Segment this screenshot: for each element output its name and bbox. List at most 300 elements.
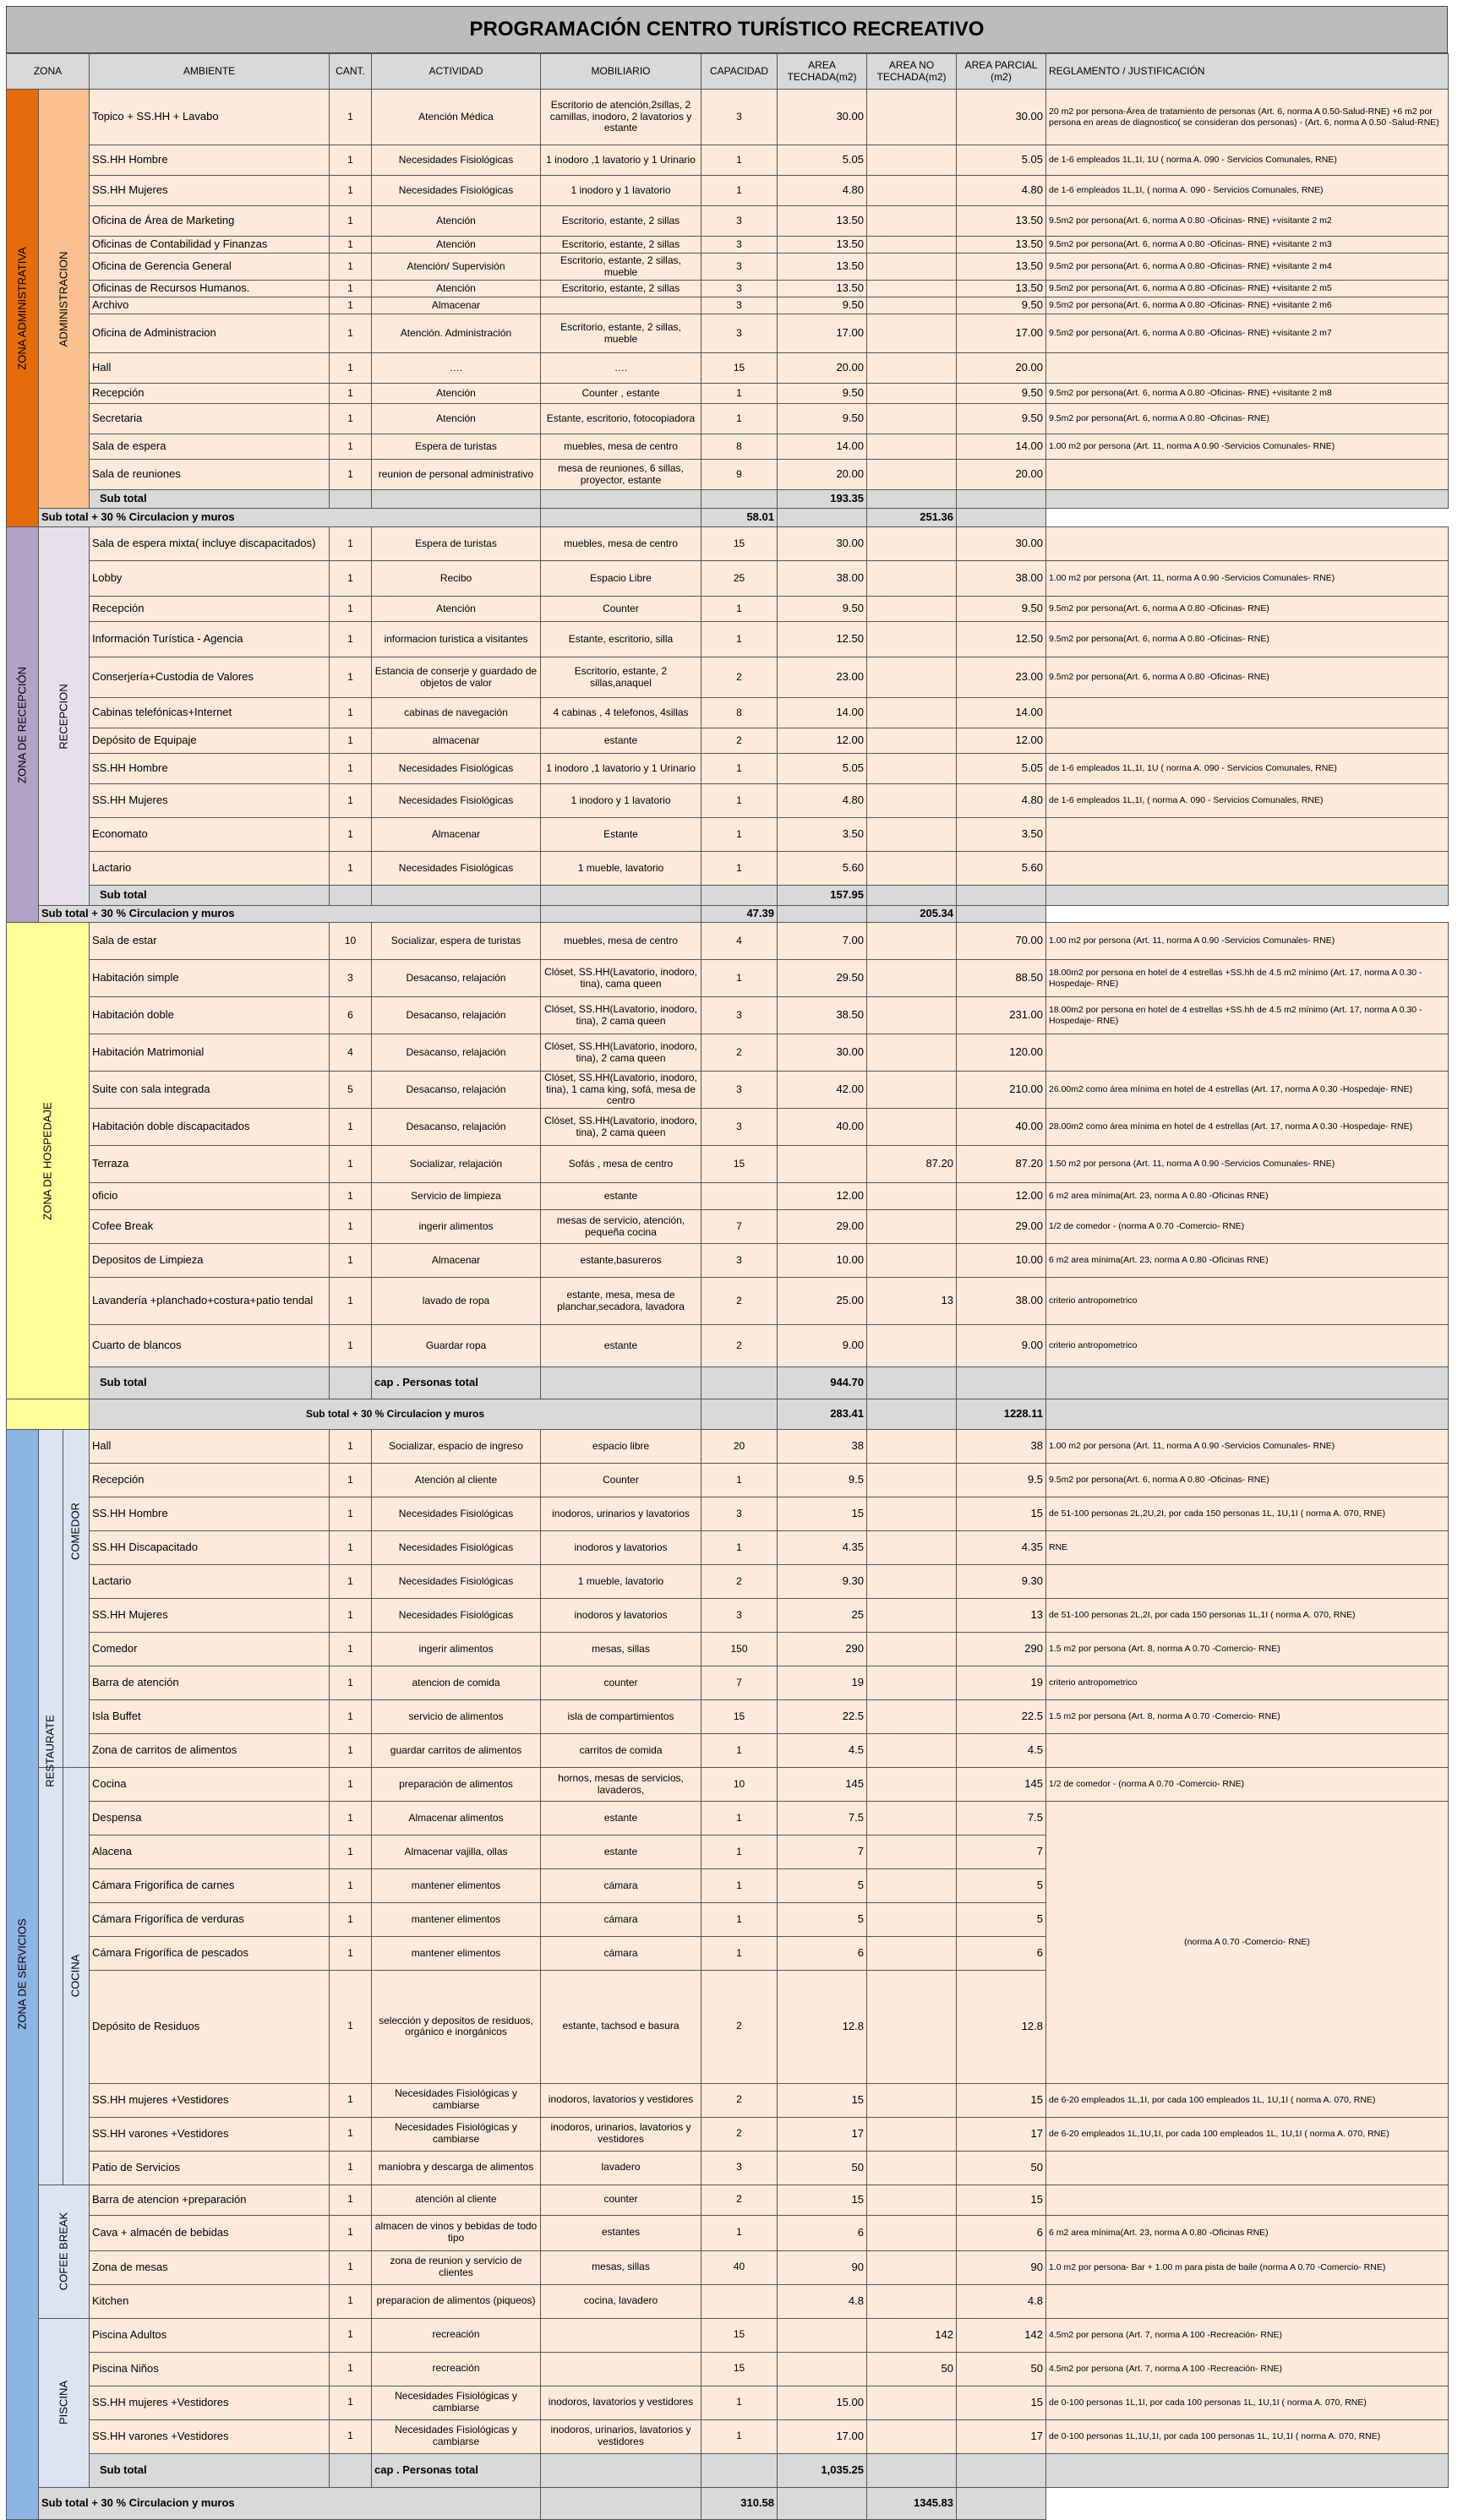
- cant-cell: 1: [330, 2117, 372, 2151]
- area-techada-cell: 4.80: [778, 784, 867, 818]
- cant-cell: 1: [330, 1325, 372, 1367]
- area-parcial-cell: 17: [957, 2419, 1046, 2453]
- area-no-techada-cell: [867, 1210, 957, 1244]
- actividad-cell: mantener elimentos: [372, 1937, 541, 1971]
- capacidad-cell: 1: [701, 1802, 778, 1835]
- actividad-cell: Desacanso, relajación: [372, 1034, 541, 1072]
- actividad-cell: Atención: [372, 384, 541, 404]
- subtotal-label: Sub total: [90, 2453, 330, 2487]
- ambiente-cell: oficio: [90, 1183, 330, 1210]
- area-no-techada-cell: [867, 254, 957, 281]
- cant-cell: 1: [330, 145, 372, 176]
- table-row: [7, 1430, 1449, 1464]
- ambiente-cell: Sala de espera: [90, 434, 330, 460]
- mobiliario-cell: estante: [541, 1183, 701, 1210]
- area-no-techada-cell: [867, 997, 957, 1034]
- mobiliario-cell: estante: [541, 1802, 701, 1835]
- area-techada-cell: 30.00: [778, 90, 867, 145]
- reglamento-cell: 9.5m2 por persona(Art. 6, norma A 0.80 -Oficinas- RNE): [1046, 657, 1449, 698]
- table-row: [7, 353, 1449, 384]
- area-techada-cell: 7.00: [778, 923, 867, 960]
- area-parcial-cell: 4.8: [957, 2284, 1046, 2318]
- area-no-techada-cell: [867, 1109, 957, 1146]
- area-no-techada-cell: 142: [867, 2318, 957, 2352]
- capacidad-cell: 3: [701, 254, 778, 281]
- actividad-cell: Necesidades Fisiológicas y cambiarse: [372, 2117, 541, 2151]
- ambiente-cell: Patio de Servicios: [90, 2151, 330, 2185]
- reglamento-cell: [1046, 818, 1449, 852]
- ambiente-cell: Cámara Frigorífica de pescados: [90, 1937, 330, 1971]
- outer-group-label: RESTAURATE: [43, 1715, 57, 1787]
- actividad-cell: Necesidades Fisiológicas: [372, 1565, 541, 1599]
- area-parcial-cell: 5.05: [957, 754, 1046, 784]
- mobiliario-cell: 1 mueble, lavatorio: [541, 852, 701, 886]
- actividad-cell: lavado de ropa: [372, 1278, 541, 1325]
- mobiliario-cell: [541, 2318, 701, 2352]
- table-cell: [1046, 1399, 1449, 1430]
- reglamento-cell: 9.5m2 por persona(Art. 6, norma A 0.80 -Oficinas- RNE) +visitante 2 m7: [1046, 314, 1449, 353]
- area-no-techada-cell: [867, 818, 957, 852]
- table-row: [7, 1034, 1449, 1072]
- circulation-techada: 310.58: [701, 2487, 778, 2519]
- table-row: [7, 1210, 1449, 1244]
- area-techada-cell: [778, 2352, 867, 2386]
- table-cell: [330, 1367, 372, 1399]
- table-cell: [957, 2487, 1046, 2519]
- actividad-cell: Almacenar: [372, 1244, 541, 1278]
- mobiliario-cell: inodoros, urinarios, lavatorios y vestidores: [541, 2117, 701, 2151]
- table-cell: [330, 2453, 372, 2487]
- actividad-cell: ingerir alimentos: [372, 1633, 541, 1666]
- circulation-subtotal-row: [7, 906, 1449, 923]
- area-techada-cell: 15: [778, 2083, 867, 2117]
- cant-cell: 1: [330, 622, 372, 657]
- actividad-cell: Desacanso, relajación: [372, 960, 541, 997]
- table-row: [7, 297, 1449, 314]
- circulation-parcial: 251.36: [867, 509, 957, 527]
- ambiente-cell: SS.HH Hombre: [90, 754, 330, 784]
- reglamento-cell: 9.5m2 por persona(Art. 6, norma A 0.80 -Oficinas- RNE): [1046, 622, 1449, 657]
- reglamento-cell: 4.5m2 por persona (Art. 7, norma A 100 -Recreación- RNE): [1046, 2352, 1449, 2386]
- table-row: [7, 2117, 1449, 2151]
- ambiente-cell: Recepción: [90, 597, 330, 622]
- actividad-cell: Atención: [372, 237, 541, 254]
- table-row: [7, 2215, 1449, 2250]
- area-techada-cell: 40.00: [778, 1109, 867, 1146]
- mobiliario-cell: estantes: [541, 2215, 701, 2250]
- table-row: [7, 597, 1449, 622]
- actividad-cell: almacenar: [372, 728, 541, 754]
- reglamento-cell: de 6-20 empleados 1L,1U,1I, por cada 100 empleados 1L, 1U,1I ( norma A. 070, RNE): [1046, 2117, 1449, 2151]
- area-techada-cell: 9.30: [778, 1565, 867, 1599]
- capacidad-cell: 1: [701, 597, 778, 622]
- actividad-cell: Necesidades Fisiológicas: [372, 176, 541, 206]
- actividad-cell: Atención: [372, 281, 541, 297]
- cant-cell: 1: [330, 90, 372, 145]
- actividad-cell: Guardar ropa: [372, 1325, 541, 1367]
- capacidad-cell: [701, 2284, 778, 2318]
- area-techada-cell: 17: [778, 2117, 867, 2151]
- area-techada-cell: 9.00: [778, 1325, 867, 1367]
- header-zona: ZONA: [7, 54, 90, 90]
- subtotal-label2: [372, 886, 541, 906]
- area-parcial-cell: 12.8: [957, 1971, 1046, 2084]
- cant-cell: 3: [330, 960, 372, 997]
- area-techada-cell: 4.5: [778, 1734, 867, 1768]
- area-parcial-cell: 142: [957, 2318, 1046, 2352]
- capacidad-cell: 10: [701, 1768, 778, 1802]
- ambiente-cell: Habitación Matrimonial: [90, 1034, 330, 1072]
- reglamento-cell: [1046, 353, 1449, 384]
- ambiente-cell: Sala de espera mixta( incluye discapacitados): [90, 527, 330, 561]
- area-no-techada-cell: [867, 561, 957, 597]
- area-parcial-cell: 6: [957, 1937, 1046, 1971]
- area-parcial-cell: 14.00: [957, 698, 1046, 728]
- reglamento-cell: criterio antropometrico: [1046, 1278, 1449, 1325]
- mobiliario-cell: hornos, mesas de servicios, lavaderos,: [541, 1768, 701, 1802]
- area-parcial-cell: 50: [957, 2352, 1046, 2386]
- cant-cell: 1: [330, 1146, 372, 1183]
- actividad-cell: Necesidades Fisiológicas: [372, 1599, 541, 1633]
- area-techada-cell: 5.05: [778, 754, 867, 784]
- capacidad-cell: 3: [701, 1497, 778, 1531]
- group-label: COCINA: [68, 1955, 82, 1998]
- zone-cell: [7, 923, 90, 1399]
- reglamento-cell: 1/2 de comedor - (norma A 0.70 -Comercio- RNE): [1046, 1210, 1449, 1244]
- reglamento-cell: de 51-100 personas 2L,2I, por cada 150 personas 1L,1I ( norma A. 070, RNE): [1046, 1599, 1449, 1633]
- area-parcial-cell: 9.5: [957, 1464, 1046, 1497]
- area-techada-cell: 5: [778, 1869, 867, 1903]
- ambiente-cell: Topico + SS.HH + Lavabo: [90, 90, 330, 145]
- capacidad-cell: 1: [701, 622, 778, 657]
- area-techada-cell: 4.35: [778, 1531, 867, 1565]
- ambiente-cell: Barra de atención: [90, 1666, 330, 1700]
- area-no-techada-cell: [867, 622, 957, 657]
- table-row: [7, 818, 1449, 852]
- ambiente-cell: Alacena: [90, 1835, 330, 1869]
- area-techada-cell: 42.00: [778, 1072, 867, 1109]
- mobiliario-cell: 4 cabinas , 4 telefonos, 4sillas: [541, 698, 701, 728]
- circulation-subtotal-row: [7, 2487, 1449, 2519]
- table-row: [7, 2318, 1449, 2352]
- mobiliario-cell: mesas, sillas: [541, 2250, 701, 2284]
- capacidad-cell: 1: [701, 1464, 778, 1497]
- capacidad-cell: 1: [701, 384, 778, 404]
- area-no-techada-cell: [867, 754, 957, 784]
- table-cell: [541, 490, 701, 509]
- area-no-techada-cell: [867, 1700, 957, 1734]
- table-cell: [541, 2487, 701, 2519]
- area-parcial-cell: 145: [957, 1768, 1046, 1802]
- area-techada-cell: 9.50: [778, 404, 867, 434]
- subtotal-techada: 1,035.25: [778, 2453, 867, 2487]
- cant-cell: 1: [330, 1937, 372, 1971]
- cant-cell: 1: [330, 1464, 372, 1497]
- mobiliario-cell: Counter , estante: [541, 384, 701, 404]
- circulation-label: Sub total + 30 % Circulacion y muros: [39, 2487, 541, 2519]
- reglamento-cell: 18.00m2 por persona en hotel de 4 estrellas +SS.hh de 4.5 m2 mínimo (Art. 17, norma A 0.30 -Hospedaje- RNE): [1046, 960, 1449, 997]
- area-no-techada-cell: [867, 2250, 957, 2284]
- capacidad-cell: 15: [701, 1700, 778, 1734]
- zone-cell-label: ZONA DE RECEPCIÓN: [15, 666, 29, 783]
- ambiente-cell: SS.HH Mujeres: [90, 1599, 330, 1633]
- capacidad-cell: 3: [701, 314, 778, 353]
- area-techada-cell: 38: [778, 1430, 867, 1464]
- area-techada-cell: 6: [778, 2215, 867, 2250]
- subtotal-label2: [372, 490, 541, 509]
- area-no-techada-cell: [867, 2117, 957, 2151]
- area-no-techada-cell: [867, 1734, 957, 1768]
- cant-cell: 1: [330, 1244, 372, 1278]
- area-parcial-cell: 210.00: [957, 1072, 1046, 1109]
- group-cell-label: PISCINA: [57, 2381, 70, 2425]
- cant-cell: 1: [330, 2151, 372, 2185]
- mobiliario-cell: muebles, mesa de centro: [541, 923, 701, 960]
- cant-cell: 1: [330, 1768, 372, 1802]
- mobiliario-cell: Clóset, SS.HH(Lavatorio, inodoro, tina), 2 cama queen: [541, 1034, 701, 1072]
- cant-cell: 1: [330, 657, 372, 698]
- ambiente-cell: SS.HH Hombre: [90, 145, 330, 176]
- table-row: [7, 754, 1449, 784]
- table-row: [7, 1183, 1449, 1210]
- reglamento-cell: de 51-100 personas 2L,2U,2I, por cada 150 personas 1L, 1U,1I ( norma A. 070, RNE): [1046, 1497, 1449, 1531]
- cant-cell: 1: [330, 1734, 372, 1768]
- cant-cell: 1: [330, 1971, 372, 2084]
- table-row: [7, 1633, 1449, 1666]
- cant-cell: 1: [330, 384, 372, 404]
- capacidad-cell: 1: [701, 2215, 778, 2250]
- area-techada-cell: 5.60: [778, 852, 867, 886]
- group-cell-label: COFEE BREAK: [57, 2212, 70, 2291]
- area-techada-cell: 9.5: [778, 1464, 867, 1497]
- capacidad-cell: 1: [701, 960, 778, 997]
- area-no-techada-cell: [867, 297, 957, 314]
- table-cell: [541, 2453, 701, 2487]
- reglamento-cell: 9.5m2 por persona(Art. 6, norma A 0.80 -Oficinas- RNE): [1046, 404, 1449, 434]
- capacidad-cell: 1: [701, 2386, 778, 2419]
- table-cell: [541, 509, 701, 527]
- table-row: [7, 1278, 1449, 1325]
- circulation-parcial: 1345.83: [867, 2487, 957, 2519]
- capacidad-cell: 8: [701, 698, 778, 728]
- area-parcial-cell: 9.50: [957, 404, 1046, 434]
- mobiliario-cell: Clóset, SS.HH(Lavatorio, inodoro, tina), 1 cama king, sofá, mesa de centro: [541, 1072, 701, 1109]
- actividad-cell: mantener elimentos: [372, 1869, 541, 1903]
- area-parcial-cell: 4.80: [957, 784, 1046, 818]
- mobiliario-cell: 1 inodoro ,1 lavatorio y 1 Urinario: [541, 145, 701, 176]
- ambiente-cell: Oficinas de Contabilidad y Finanzas: [90, 237, 330, 254]
- actividad-cell: Servicio de limpieza: [372, 1183, 541, 1210]
- group-cell: [39, 2318, 90, 2487]
- capacidad-cell: 2: [701, 2185, 778, 2215]
- cant-cell: 1: [330, 254, 372, 281]
- area-no-techada-cell: [867, 1531, 957, 1565]
- area-parcial-cell: 13: [957, 1599, 1046, 1633]
- group-cell-label: RECEPCION: [57, 683, 70, 750]
- area-no-techada-cell: [867, 1034, 957, 1072]
- reglamento-cell: [1046, 1034, 1449, 1072]
- capacidad-cell: 1: [701, 818, 778, 852]
- subtotal-label: Sub total: [90, 490, 330, 509]
- area-techada-cell: 17.00: [778, 314, 867, 353]
- actividad-cell: Socializar, espacio de ingreso: [372, 1430, 541, 1464]
- subtotal-techada: 157.95: [778, 886, 867, 906]
- area-parcial-cell: 5: [957, 1869, 1046, 1903]
- ambiente-cell: SS.HH Mujeres: [90, 784, 330, 818]
- table-row: [7, 728, 1449, 754]
- capacidad-cell: 2: [701, 1325, 778, 1367]
- actividad-cell: Necesidades Fisiológicas: [372, 784, 541, 818]
- table-row: [7, 384, 1449, 404]
- area-no-techada-cell: [867, 784, 957, 818]
- area-techada-cell: 9.50: [778, 597, 867, 622]
- zone-cell: [7, 90, 39, 527]
- mobiliario-cell: Counter: [541, 597, 701, 622]
- area-parcial-cell: 4.5: [957, 1734, 1046, 1768]
- area-parcial-cell: 15: [957, 2083, 1046, 2117]
- subtotal-row: [7, 886, 1449, 906]
- table-row: [7, 281, 1449, 297]
- area-no-techada-cell: [867, 1835, 957, 1869]
- area-no-techada-cell: [867, 1464, 957, 1497]
- table-row: [7, 698, 1449, 728]
- cant-cell: 1: [330, 698, 372, 728]
- ambiente-cell: Kitchen: [90, 2284, 330, 2318]
- table-cell: [1046, 490, 1449, 509]
- area-no-techada-cell: [867, 1666, 957, 1700]
- table-row: [7, 852, 1449, 886]
- actividad-cell: guardar carritos de alimentos: [372, 1734, 541, 1768]
- cant-cell: 1: [330, 1802, 372, 1835]
- mobiliario-cell: cámara: [541, 1869, 701, 1903]
- cant-cell: 1: [330, 353, 372, 384]
- area-parcial-cell: 5.60: [957, 852, 1046, 886]
- area-parcial-cell: 9.00: [957, 1325, 1046, 1367]
- area-no-techada-cell: [867, 206, 957, 237]
- reglamento-cell: 1.50 m2 por persona (Art. 11, norma A 0.90 -Servicios Comunales- RNE): [1046, 1146, 1449, 1183]
- cant-cell: 1: [330, 2318, 372, 2352]
- mobiliario-cell: Escritorio, estante, 2 sillas, mueble: [541, 254, 701, 281]
- mobiliario-cell: Estante, escritorio, fotocopiadora: [541, 404, 701, 434]
- table-row: [7, 561, 1449, 597]
- mobiliario-cell: estante: [541, 1835, 701, 1869]
- table-row: [7, 1802, 1449, 1835]
- area-parcial-cell: 5: [957, 1903, 1046, 1937]
- area-no-techada-cell: [867, 460, 957, 490]
- area-no-techada-cell: [867, 1244, 957, 1278]
- circulation-techada: 47.39: [701, 906, 778, 923]
- mobiliario-cell: espacio libre: [541, 1430, 701, 1464]
- reglamento-cell: 1.5 m2 por persona (Art. 8, norma A 0.70 -Comercio- RNE): [1046, 1700, 1449, 1734]
- area-parcial-cell: 87.20: [957, 1146, 1046, 1183]
- actividad-cell: Desacanso, relajación: [372, 1072, 541, 1109]
- reglamento-cell: de 1-6 empleados 1L,1I, ( norma A. 090 - Servicios Comunales, RNE): [1046, 176, 1449, 206]
- reglamento-cell: 9.5m2 por persona(Art. 6, norma A 0.80 -Oficinas- RNE): [1046, 1464, 1449, 1497]
- capacidad-cell: 25: [701, 561, 778, 597]
- table-row: [7, 657, 1449, 698]
- reglamento-cell: 1.00 m2 por persona (Art. 11, norma A 0.90 -Servicios Comunales- RNE): [1046, 434, 1449, 460]
- area-parcial-cell: 12.00: [957, 1183, 1046, 1210]
- area-techada-cell: 7.5: [778, 1802, 867, 1835]
- table-row: [7, 784, 1449, 818]
- subtotal-parcial: [957, 2453, 1046, 2487]
- actividad-cell: Espera de turistas: [372, 434, 541, 460]
- actividad-cell: reunion de personal administrativo: [372, 460, 541, 490]
- cant-cell: 1: [330, 1903, 372, 1937]
- table-cell: [778, 906, 867, 923]
- table-row: [7, 1325, 1449, 1367]
- area-parcial-cell: 38.00: [957, 561, 1046, 597]
- area-no-techada-cell: [867, 657, 957, 698]
- cant-cell: 1: [330, 1210, 372, 1244]
- mobiliario-cell: inodoros y lavatorios: [541, 1531, 701, 1565]
- cant-cell: 1: [330, 1869, 372, 1903]
- ambiente-cell: Hall: [90, 353, 330, 384]
- actividad-cell: Atención: [372, 404, 541, 434]
- area-techada-cell: 6: [778, 1937, 867, 1971]
- mobiliario-cell: Escritorio, estante, 2 sillas, mueble: [541, 314, 701, 353]
- ambiente-cell: Oficina de Área de Marketing: [90, 206, 330, 237]
- table-row: [7, 237, 1449, 254]
- ambiente-cell: Sala de reuniones: [90, 460, 330, 490]
- cant-cell: 1: [330, 206, 372, 237]
- table-row: [7, 176, 1449, 206]
- ambiente-cell: Terraza: [90, 1146, 330, 1183]
- ambiente-cell: Conserjería+Custodia de Valores: [90, 657, 330, 698]
- ambiente-cell: Secretaria: [90, 404, 330, 434]
- table-cell: [1046, 1367, 1449, 1399]
- zone-cell-label: ZONA DE SERVICIOS: [15, 1918, 29, 2030]
- area-no-techada-cell: [867, 1971, 957, 2084]
- ambiente-cell: Cabinas telefónicas+Internet: [90, 698, 330, 728]
- actividad-cell: Necesidades Fisiológicas: [372, 1497, 541, 1531]
- area-techada-cell: 30.00: [778, 1034, 867, 1072]
- area-parcial-cell: 22.5: [957, 1700, 1046, 1734]
- mobiliario-cell: inodoros, lavatorios y vestidores: [541, 2386, 701, 2419]
- cant-cell: 1: [330, 297, 372, 314]
- area-no-techada-cell: [867, 404, 957, 434]
- mobiliario-cell: counter: [541, 1666, 701, 1700]
- mobiliario-cell: Estante, escritorio, silla: [541, 622, 701, 657]
- mobiliario-cell: carritos de comida: [541, 1734, 701, 1768]
- zone-cell: [7, 527, 39, 923]
- ambiente-cell: Isla Buffet: [90, 1700, 330, 1734]
- area-techada-cell: 145: [778, 1768, 867, 1802]
- area-no-techada-cell: [867, 2386, 957, 2419]
- table-row: [7, 1109, 1449, 1146]
- ambiente-cell: Habitación doble discapacitados: [90, 1109, 330, 1146]
- actividad-cell: selección y depositos de residuos, orgánico e inorgánicos: [372, 1971, 541, 2084]
- reglamento-cell: [1046, 728, 1449, 754]
- area-parcial-cell: 40.00: [957, 1109, 1046, 1146]
- area-techada-cell: 23.00: [778, 657, 867, 698]
- capacidad-cell: 2: [701, 1034, 778, 1072]
- table-cell: [330, 886, 372, 906]
- area-no-techada-cell: [867, 2215, 957, 2250]
- capacidad-cell: 15: [701, 527, 778, 561]
- ambiente-cell: SS.HH Mujeres: [90, 176, 330, 206]
- subtotal-parcial: [957, 886, 1046, 906]
- ambiente-cell: Hall: [90, 1430, 330, 1464]
- cant-cell: 1: [330, 2250, 372, 2284]
- header-1: AMBIENTE: [90, 54, 330, 90]
- reglamento-cell: 26.00m2 como área mínima en hotel de 4 estrellas (Art. 17, norma A 0.30 -Hospedaje- RNE): [1046, 1072, 1449, 1109]
- table-row: [7, 2386, 1449, 2419]
- table-row: [7, 145, 1449, 176]
- header-3: ACTIVIDAD: [372, 54, 541, 90]
- ambiente-cell: Lobby: [90, 561, 330, 597]
- table-cell: [957, 509, 1046, 527]
